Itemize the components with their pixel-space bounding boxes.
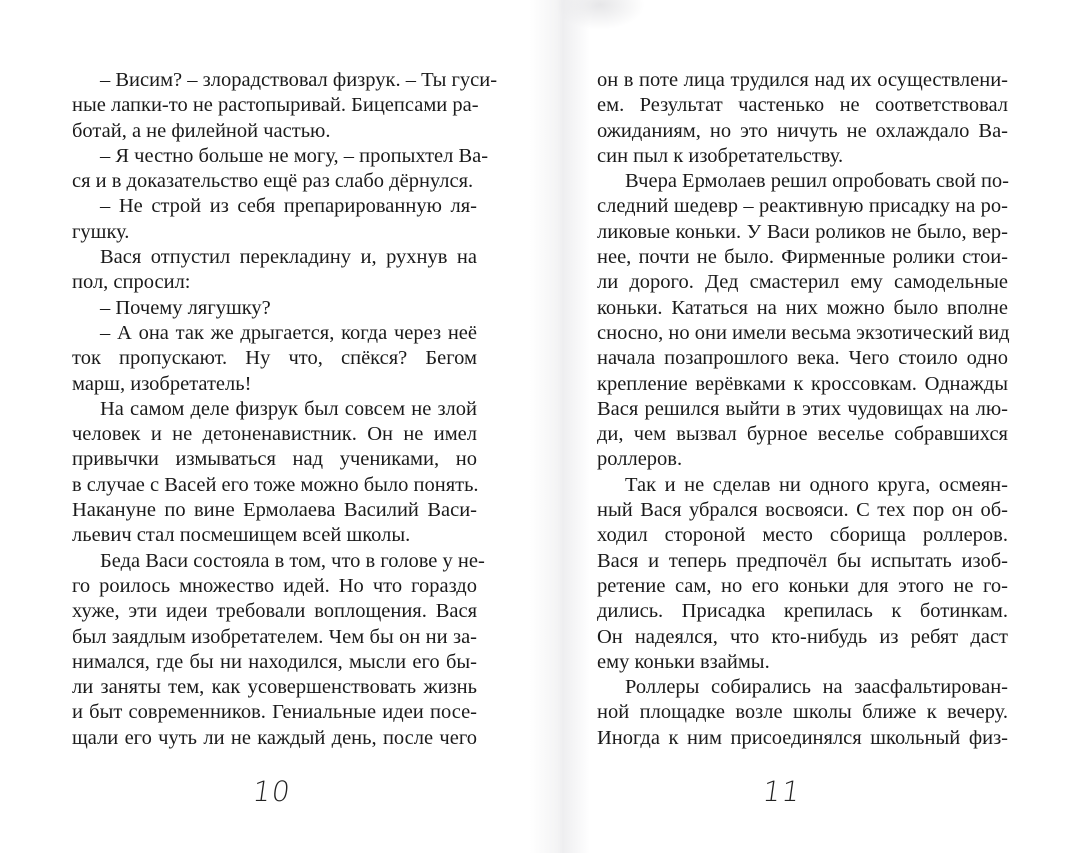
text-line: Роллеры собирались на заасфальтирован- (625, 676, 1008, 699)
text-line: Так и не сделав ни одного круга, осмеян- (625, 473, 1008, 496)
text-line: хуже, эти идеи требовали воплощения. Вася (72, 600, 477, 623)
text-line: щали его чуть ли не каждый день, после чего (72, 726, 477, 749)
text-line: крепление верёвками к кроссовкам. Однажды (597, 372, 1008, 395)
text-line: ходил стороной место сборища роллеров. (597, 524, 1008, 547)
text-line: ретение сам, но его коньки для этого не го- (597, 574, 1008, 597)
text-line: ботай, а не филейной частью. (72, 119, 331, 142)
text-line: Вчера Ермолаев решил опробовать свой по- (625, 170, 1009, 193)
text-line: следний шедевр – реактивную присадку на ро- (597, 195, 1008, 218)
text-line: ные лапки-то не растопыривай. Бицепсами ра- (72, 94, 479, 117)
text-line: ли дорого. Дед смастерил ему самодельные (597, 271, 1008, 294)
text-line: был заядлым изобретателем. Чем бы он ни за- (72, 625, 477, 648)
page-number-left: 10 (250, 775, 293, 808)
text-line: Он надеялся, что кто-нибудь из ребят даст (597, 625, 1008, 648)
text-line: ликовые коньки. У Васи роликов не было, вер- (597, 220, 1008, 243)
text-line: нимался, где бы ни находился, мысли его бы- (72, 650, 477, 673)
text-line: син пыл к изобретательству. (597, 144, 844, 167)
text-line: ли заняты тем, как усовершенствовать жизнь (72, 676, 477, 699)
text-line: гушку. (72, 220, 130, 243)
text-line: дились. Присадка крепилась к ботинкам. (597, 600, 1008, 623)
text-line: в случае с Васей его тоже можно было понять. (72, 473, 479, 496)
left-page-text (72, 68, 498, 751)
text-line: льевич стал посмешищем всей школы. (72, 524, 411, 547)
text-line: Накануне по вине Ермолаева Василий Васи- (72, 499, 477, 522)
text-line: ся и в доказательство ещё раз слабо дёрнулся. (72, 170, 474, 193)
text-line: ожиданиям, но это ничуть не охлаждало Ва- (597, 119, 1008, 142)
text-line: Иногда к ним присоединялся школьный физ- (597, 726, 1008, 749)
text-line: Беда Васи состояла в том, что в голове у не- (100, 549, 485, 572)
text-line: ный Вася убрался восвояси. С тех пор он об- (597, 499, 1008, 522)
text-line: и быт современников. Гениальные идеи посе- (72, 701, 477, 724)
text-line: коньки. Кататься на них можно было вполне (597, 296, 1008, 319)
right-page-text (597, 68, 1008, 751)
text-line: нее, почти не было. Фирменные ролики стои- (597, 246, 1008, 269)
text-line: ему коньки взаймы. (597, 650, 770, 673)
text-line: Вася решился выйти в этих чудовищах на лю- (597, 397, 1008, 420)
text-line: ем. Результат частенько не соответствовал (597, 94, 1008, 117)
text-line: человек и не детоненавистник. Он не имел (72, 423, 477, 446)
text-line: – Висим? – злорадствовал физрук. – Ты гуси- (100, 69, 498, 91)
text-line: он в поте лица трудился над их осуществлени- (597, 69, 1008, 91)
text-line: ток пропускают. Ну что, спёкся? Бегом (72, 347, 477, 370)
text-line: На самом деле физрук был совсем не злой (100, 397, 477, 420)
text-line: – Я честно больше не могу, – пропыхтел Ва- (100, 144, 489, 167)
text-line: Вася и теперь предпочёл бы испытать изоб- (597, 549, 1008, 572)
book-gutter (530, 0, 590, 853)
text-line: ди, чем вызвал бурное веселье собравшихся (597, 423, 1008, 446)
text-line: марш, изобретатель! (72, 372, 252, 395)
text-line: ной площадке возле школы ближе к вечеру. (597, 701, 1008, 724)
text-line: пол, спросил: (72, 271, 191, 294)
text-line: – Не строй из себя препарированную ля- (100, 195, 477, 218)
page-number-right: 11 (760, 775, 803, 808)
text-line: привычки измываться над учениками, но (72, 448, 477, 471)
text-line: Вася отпустил перекладину и, рухнув на (100, 246, 477, 269)
text-line: – Почему лягушку? (100, 296, 271, 319)
text-line: начала позапрошлого века. Чего стоило одно (597, 347, 1008, 370)
text-line: сносно, но они имели весьма экзотический вид (597, 321, 1010, 344)
text-line: роллеров. (597, 448, 683, 471)
text-line: го роилось множество идей. Но что гораздо (72, 574, 477, 597)
text-line: – А она так же дрыгается, когда через неё (100, 321, 477, 344)
